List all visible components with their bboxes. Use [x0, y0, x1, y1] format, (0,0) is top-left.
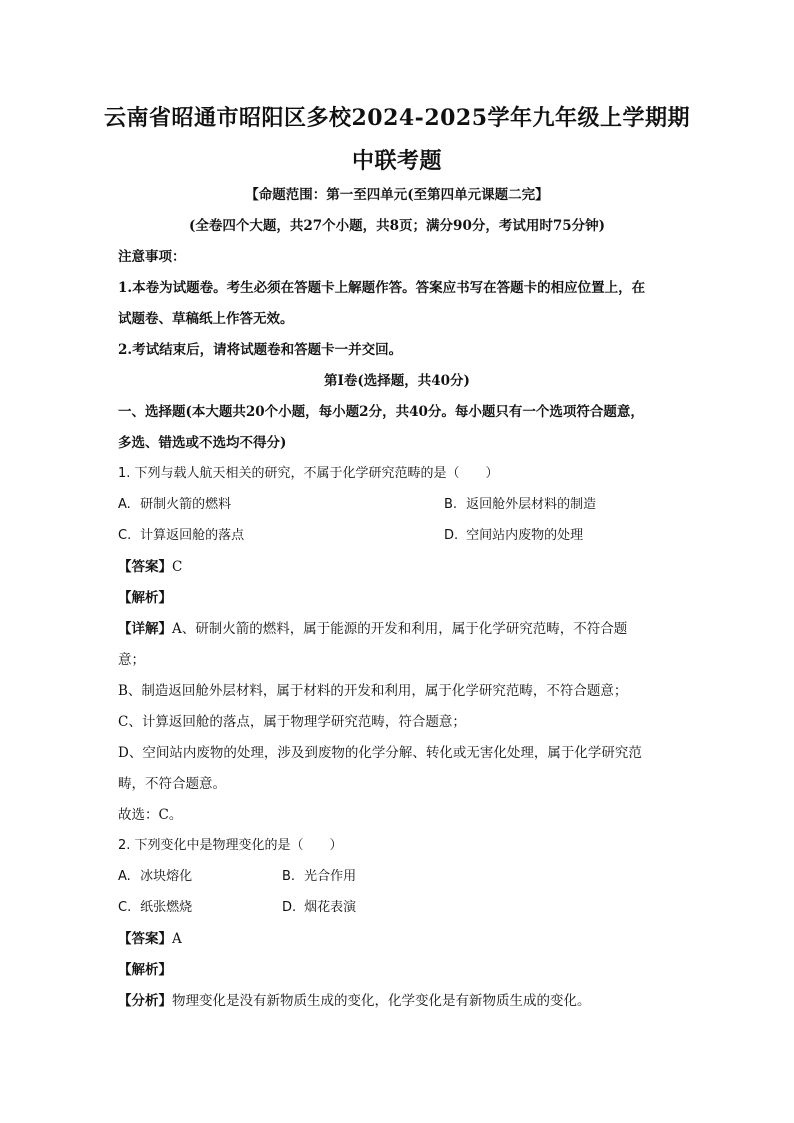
- q2-option-d-key: D.: [282, 900, 297, 915]
- q1-option-a-key: A.: [118, 497, 131, 512]
- notes-item1-line2: 试题卷、草稿纸上作答无效。: [118, 311, 294, 327]
- exam-title-line1: 云南省昭通市昭阳区多校2024-2025学年九年级上学期期: [103, 105, 691, 131]
- q1-detail-a: [118, 619, 627, 639]
- q2-option-d: [282, 898, 356, 918]
- exam-info: (全卷四个大题，共27个小题，共8页；满分90分，考试用时75分钟): [188, 218, 606, 234]
- q2-fenxi: [118, 991, 591, 1011]
- q1-answer-label: 【答案】: [118, 559, 172, 575]
- q2-fenxi-label: 【分析】: [118, 993, 172, 1009]
- q1-option-b: [444, 495, 596, 515]
- q2-option-a-key: A.: [118, 869, 131, 884]
- q2-option-c: [118, 898, 192, 918]
- q1-option-b-text: 返回舱外层材料的制造: [466, 497, 597, 512]
- q1-option-c-text: 计算返回舱的落点: [140, 528, 245, 543]
- q2-stem: 2. 下列变化中是物理变化的是（ ）: [118, 838, 343, 853]
- q2-fenxi-text: 物理变化是没有新物质生成的变化，化学变化是有新物质生成的变化。: [172, 993, 591, 1009]
- notes-item1-line1: 1.本卷为试题卷。考生必须在答题卡上解题作答。答案应书写在答题卡的相应位置上，在: [118, 280, 646, 296]
- q1-option-d-key: D.: [444, 528, 459, 543]
- q2-answer-value: A: [172, 931, 182, 947]
- section-title: 第Ⅰ卷(选择题，共40分): [324, 373, 470, 389]
- q2-answer: [118, 929, 182, 949]
- q1-conclusion: 故选：C。: [118, 807, 183, 823]
- section-instr-line1: 一、选择题(本大题共20个小题，每小题2分，共40分。每小题只有一个选项符合题意，: [118, 404, 644, 420]
- q2-analysis-label: 【解析】: [118, 962, 172, 978]
- q1-detail-d-line2: 畴，不符合题意。: [118, 776, 226, 792]
- q1-option-c: [118, 526, 244, 546]
- q1-detail-label: 【详解】: [118, 621, 172, 637]
- q1-option-c-key: C.: [118, 528, 132, 543]
- q1-option-d: [444, 526, 583, 546]
- q1-option-a-text: 研制火箭的燃料: [140, 497, 232, 512]
- q2-option-a: [118, 867, 192, 887]
- q2-option-b-key: B.: [282, 869, 296, 884]
- q2-option-d-text: 烟花表演: [304, 900, 357, 915]
- q2-option-c-key: C.: [118, 900, 132, 915]
- q1-answer: [118, 557, 182, 577]
- exam-scope: 【命题范围：第一至四单元(至第四单元课题二完】: [245, 187, 549, 203]
- q1-detail-d-line1: D、空间站内废物的处理，涉及到废物的化学分解、转化或无害化处理，属于化学研究范: [118, 745, 642, 761]
- section-instr-line2: 多选、错选或不选均不得分): [118, 435, 287, 451]
- q2-option-c-text: 纸张燃烧: [140, 900, 193, 915]
- notes-item2: 2.考试结束后，请将试题卷和答题卡一并交回。: [118, 342, 403, 358]
- q1-option-b-key: B.: [444, 497, 458, 512]
- exam-title-line2: 中联考题: [351, 148, 442, 174]
- notes-heading: 注意事项：: [118, 249, 186, 265]
- q1-option-d-text: 空间站内废物的处理: [466, 528, 584, 543]
- q2-option-a-text: 冰块熔化: [140, 869, 193, 884]
- q1-stem: 1. 下列与载人航天相关的研究，不属于化学研究范畴的是（ ）: [118, 466, 499, 481]
- q2-option-b-text: 光合作用: [304, 869, 357, 884]
- q1-detail-a-text: A、研制火箭的燃料，属于能源的开发和利用，属于化学研究范畴，不符合题: [172, 621, 628, 637]
- q1-option-a: [118, 495, 231, 515]
- q2-option-b: [282, 867, 356, 887]
- q2-answer-label: 【答案】: [118, 931, 172, 947]
- q1-analysis-label: 【解析】: [118, 590, 172, 606]
- q1-detail-a-cont: 意；: [118, 652, 145, 668]
- q1-answer-value: C: [172, 559, 183, 575]
- q1-detail-c: C、计算返回舱的落点，属于物理学研究范畴，符合题意；: [118, 714, 466, 730]
- q1-detail-b: B、制造返回舱外层材料，属于材料的开发和利用，属于化学研究范畴，不符合题意；: [118, 683, 628, 699]
